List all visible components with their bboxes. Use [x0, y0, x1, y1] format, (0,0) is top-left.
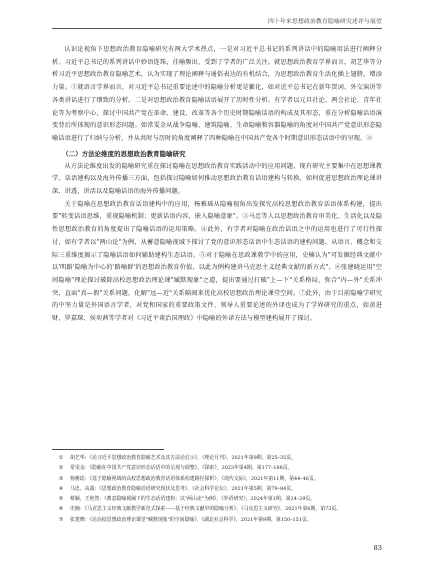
- footnote-item: [52, 515, 382, 525]
- footnote-text: 蔡颖、王艳然：《蓄意隐喻视阈下的生态话语建构：以"两山论"为例》，《外语研究》，2024年第1期，第24–29页。: [70, 496, 316, 503]
- footnote-text: 马忠、高露：《思想政治教育隐喻话语研究现状及思考》，《社会科学论坛》，2021年第5期，第79–84页。: [70, 485, 297, 492]
- paragraph-discourse-construction: 关于隐喻在思想政治教育话语建构中的应用，杨雅瑶从隐喻视角出发探究高校思想政治教育话语体系构建，提出要"转变话语思维，重视隐喻机制；更新话语内容，嵌入隐喻意象"。③马忠等人以思想政治教育审美化、生活化以及隐性思想政治教育的角度提出了隐喻话语的运用策略。④此外，有学者对隐喻在政治话语之中的运用也进行了可行性探讨，如有学者以"两山论"为例，从蓄意隐喻视域下探讨了党的意识形态话语中生态话语的建构问题，从语言、概念和交际三重维度揭示了隐喻话语如何辅助建构生态话语。⑤对于隐喻在思政课教学中的应用，史楠认为"可发掘经典文献中以'明路'隐喻为中心的'路喻群'的思想政治教育价值，以此为例构建讲马克思主义经典文献的新方式"。⑥张建晓运用"空间隐喻"理论探讨破除高校思想政治理论课"臧默现象"之道，提出要通过打破"上—下"关系格局，弥合"内—外"关系冲突，直面"真—假"关系问题，化解"远—近"关系隔阂来优化高校思想政治理论课堂空间。⑦此外，由于目前隐喻学研究的中坚力量是外国语言学者，对党和国家的重要政策文件、领导人重要论述的外译也成为了学界研究的重点，如黄进财、罗嘉琛、侯奕茜等学者对《习近平谈治国理政》中隐喻的外译方法与模型建构展开了探讨。: [52, 200, 382, 323]
- footnote-text: 史楠：《马克思主义经典文献教学新范式探索——基于经典文献中的隐喻分析》，《马克思主义研究》，2021年第6期，第73页。: [70, 506, 342, 513]
- footnote-rule: [52, 449, 164, 450]
- footnote-mark: ⑤: [58, 496, 64, 503]
- footnote-mark: ②: [58, 465, 64, 472]
- footnote-mark: ④: [58, 485, 64, 492]
- footnote-text: 张建晓：《论高校思想政治理论课堂"缄默现象"的空间隐喻》，《湖北社会科学》，2021年第9期，第150–151页。: [70, 516, 312, 523]
- footnote-mark: ③: [58, 475, 64, 482]
- footnote-text: 杨雅瑶：《基于隐喻视域的高校思想政治教育话语体系构建路径探析》，《现代交际》，2021年第11期，第44–46页。: [70, 475, 319, 482]
- footnote-mark: ⑦: [58, 516, 64, 523]
- footnote-item: [52, 463, 382, 473]
- running-title: 四十年来思想政治教育隐喻研究述评与展望: [268, 19, 382, 25]
- footnote-item: [52, 494, 382, 504]
- running-header: [52, 14, 382, 28]
- footnote-item: [52, 484, 382, 494]
- paragraph-methodology-intro: 从方法论维度出发的隐喻研究重在探讨隐喻在思想政治教育实践活动中的应用问题，现有研究主要集中在思想课教学、话语建构以及海外传播三方面，包括探讨隐喻如何推动思想政治教育话语建构与转换、如何促进思想政治理论课讲深、讲透、讲活以及隐喻话语的海外传播问题。: [52, 162, 382, 196]
- footnotes: [52, 453, 382, 525]
- footnote-item: [52, 474, 382, 484]
- footnote-text: 常雯金：《隐喻在中国共产党意识形态话语中的呈现与调整》，《探索》，2023年第4期，第177–188页。: [70, 465, 293, 472]
- header-rule: [52, 28, 382, 29]
- paragraph-epistemology: 认识论视角下思想政治教育隐喻研究有两大学术热点，一是对习近平总书记的系列讲话中的隐喻用法进行阐释分析。习近平总书记的系列讲话中妙语连珠，佳喻频出，受到了学者的广泛关注。就思想政治教育学界而言，胡艺华等分析习近平思想政治教育隐喻艺术，认为实现了理论阐释与通俗表达的有机结合，为思想政治教育生活化插上翅膀，增添力量。①就语言学界而言，对习近平总书记重要论述中的隐喻分析更是繁化，如对近平总书记在新年贺词、外交演讲等各类讲话进行了细致的分析。二是对思想政治教育隐喻话语展开了历时性分析。有学者以元旦社论、两会社论、青年社论等为考察中心，探讨中国共产党在革命、建设、改革等各个历史时期隐喻话语的构成及其形态，重在分析隐喻话语演变背后所体现的意识形态问题。如常雯金从战争隐喻、建筑隐喻、生命隐喻和容器隐喻的角度对中国共产党意识形态隐喻话语进行了归纳与分析，并从共时与历时的角度阐释了四种隐喻在中国共产党各个时期意识形态话语中的呈现。②: [52, 46, 382, 142]
- section-heading-methodology: （二）方法论维度的思想政治教育隐喻研究: [62, 149, 186, 158]
- page-number: 83: [373, 544, 382, 552]
- footnote-item: [52, 504, 382, 514]
- main-text: [52, 44, 382, 326]
- footnote-mark: ①: [58, 455, 64, 461]
- footnote-mark: ⑥: [58, 506, 64, 513]
- footnote-item: [52, 453, 382, 463]
- footnote-text: 胡艺华：《论习近平思想政治教育隐喻艺术及其方法论启示》，《理论月刊》，2021年第9期，第25–35页。: [70, 455, 297, 461]
